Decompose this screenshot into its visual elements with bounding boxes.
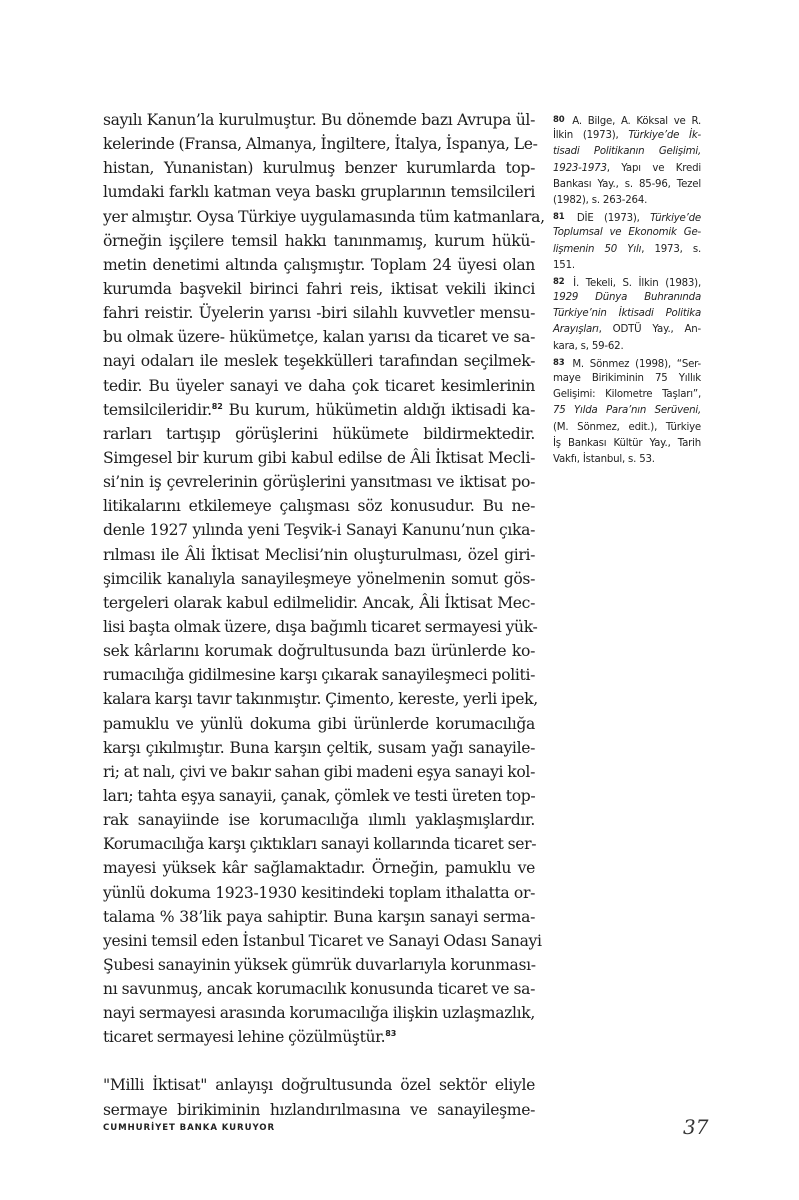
footnote-reference-82[interactable]: 82	[211, 401, 223, 411]
text-line: nayi sermayesi arasında korumacılığa ilişkin uzlaşmazlık,	[103, 1004, 535, 1023]
footnote-title: Arayışları	[553, 324, 599, 336]
footnote-text: İlkin (1973),	[553, 130, 629, 142]
footnote-text: Vakfı, İstanbul, s. 53.	[553, 453, 655, 465]
text-line: Korumacılığa karşı çıktıkları sanayi kollarında ticaret ser-	[103, 835, 537, 854]
footnotes-sidebar	[553, 112, 701, 468]
text-line: kelerinde (Fransa, Almanya, İngiltere, İtalya, İspanya, Le-	[103, 135, 538, 154]
text-line: şimcilik kanalıyla sanayileşmeye yönelmenin somut gös-	[103, 569, 535, 588]
footnote-text: Gelişimi: Kilometre Taşları”,	[553, 389, 701, 401]
text-line: ları; tahta eşya sanayii, çanak, çömlek ve testi üreten top-	[103, 786, 536, 805]
footnote-title: Türkiye’nin İktisadi Politika	[553, 308, 701, 320]
text-line: kalara karşı tavır takınmıştır. Çimento, kereste, yerli ipek,	[103, 690, 538, 709]
text-line: yünlü dokuma 1923-1930 kesitindeki toplam ithalatta or-	[103, 883, 535, 902]
footnote-text: , 1973, s.	[641, 243, 701, 255]
text-line: "Milli İktisat" anlayışı doğrultusunda özel sektör eliyle	[103, 1076, 535, 1095]
text-line: nayi odaları ile meslek teşekkülleri tarafından seçilmek-	[103, 352, 535, 371]
footnote-text: (M. Sönmez, edit.), Türkiye	[553, 421, 701, 433]
page-number: 37	[683, 1115, 709, 1139]
text-line: ri; at nalı, çivi ve bakır sahan gibi madeni eşya sanayi kol-	[103, 762, 535, 781]
text-line: tedir. Bu üyeler sanayi ve daha çok ticaret kesimlerinin	[103, 376, 535, 395]
footnote-number: 80	[553, 115, 565, 125]
footnote-text: İ. Tekeli, S. İlkin (1983),	[573, 277, 701, 289]
footnote-text: İş Bankası Kültür Yay., Tarih	[553, 437, 701, 449]
footnote-text: 151.	[553, 259, 575, 271]
text-line: sermaye birikiminin hızlandırılmasına ve sanayileşme-	[103, 1100, 535, 1119]
footnote-text: maye Birikiminin 75 Yıllık	[553, 373, 701, 384]
footnote-text: Bankası Yay., s. 85-96, Tezel	[553, 178, 701, 190]
text-line: rarları tartışıp görüşlerini hükümete bildirmektedir.	[103, 424, 535, 443]
footnote-number: 82	[553, 276, 565, 287]
body-text	[103, 108, 545, 1122]
text-line: kurumda başvekil birinci fahri reis, iktisat vekili ikinci	[103, 279, 535, 298]
text-line: mayesi yüksek kâr sağlamaktadır. Örneğin, pamuklu ve	[103, 859, 535, 878]
text-line: yesini temsil eden İstanbul Ticaret ve Sanayi Odası Sanayi	[103, 931, 542, 950]
footnote-title: Toplumsal ve Ekonomik Ge-	[553, 227, 701, 239]
text-line: karşı çıkılmıştır. Buna karşın çeltik, susam yağı sanayile-	[103, 738, 535, 757]
footnote-title: Türkiye’de İk-	[628, 130, 701, 142]
footnote-title: Türkiye’de	[650, 213, 701, 225]
text-line: Simgesel bir kurum gibi kabul edilse de Âli İktisat Mecli-	[103, 448, 535, 467]
running-title: CUMHURİYET BANKA KURUYOR	[103, 1123, 275, 1133]
text-line	[103, 1025, 535, 1049]
text-line: fahri reistir. Üyelerin yarısı -biri silahlı kuvvetler mensu-	[103, 304, 535, 323]
footnote-text: M. Sönmez (1998), “Ser-	[572, 358, 701, 370]
text-line: sayılı Kanun’la kurulmuştur. Bu dönemde bazı Avrupa ül-	[103, 111, 535, 129]
footnote-title: lişmenin 50 Yılı	[553, 243, 642, 255]
paragraph-1	[103, 108, 545, 1049]
text-line: lisi başta olmak üzere, dışa bağımlı ticaret sermayesi yük-	[103, 617, 538, 636]
paragraph-2	[103, 1073, 535, 1121]
text-line: Şubesi sanayinin yüksek gümrük duvarlarıyla korunması-	[103, 955, 536, 974]
text-segment: Bu kurum, hükümetin aldığı iktisadi ka-	[222, 400, 535, 419]
footnote-title: 75 Yılda Para’nın Serüveni,	[553, 405, 701, 417]
text-line: sek kârlarını korumak doğrultusunda bazı ürünlerde ko-	[103, 642, 535, 661]
text-line: litikalarını etkilemeye çalışması söz konusudur. Bu ne-	[103, 497, 535, 516]
text-line: si’nin iş çevrelerinin görüşlerini yansıtması ve iktisat po-	[103, 473, 535, 492]
text-line: denle 1927 yılında yeni Teşvik-i Sanayi Kanunu’nun çıka-	[103, 521, 535, 540]
text-line: nı savunmuş, ancak korumacılık konusunda ticaret ve sa-	[103, 980, 535, 999]
footnote-83	[553, 355, 701, 468]
footnote-title: 1929 Dünya Buhranında	[553, 292, 701, 304]
text-line: rumacılığa gidilmesine karşı çıkarak sanayileşmeci politi-	[103, 666, 535, 685]
footnote-text: DİE (1973),	[576, 213, 651, 225]
footnote-82	[553, 274, 701, 355]
text-line: örneğin işçilere temsil hakkı tanınmamış, kurum hükü-	[103, 231, 535, 250]
text-segment: ticaret sermayesi lehine çözülmüştür.	[103, 1028, 386, 1047]
text-line: metin denetimi altında çalışmıştır. Toplam 24 üyesi olan	[103, 255, 535, 274]
text-line: talama % 38’lik paya sahiptir. Buna karşın sanayi serma-	[103, 907, 535, 926]
footnote-title: 1923-1973	[553, 162, 607, 174]
text-segment: temsilcileridir.	[103, 400, 212, 419]
footnote-text: A. Bilge, A. Köksal ve R.	[572, 116, 701, 127]
footnote-text: (1982), s. 263-264.	[553, 194, 648, 206]
footnote-80	[553, 112, 701, 209]
text-line: histan, Yunanistan) kurulmuş benzer kurumlarda top-	[103, 159, 535, 178]
footnote-reference-83[interactable]: 83	[385, 1029, 397, 1039]
footnote-number: 83	[553, 357, 565, 368]
text-line: lumdaki farklı katman veya baskı gruplarının temsilcileri	[103, 183, 535, 202]
text-line	[103, 398, 535, 422]
text-line: rak sanayiinde ise korumacılığa ılımlı yaklaşmışlardır.	[103, 811, 535, 830]
text-line: pamuklu ve yünlü dokuma gibi ürünlerde korumacılığa	[103, 714, 535, 733]
footnote-81	[553, 209, 701, 274]
footnote-text: kara, s, 59-62.	[553, 340, 624, 352]
footnote-title: tisadi Politikanın Gelişimi,	[553, 146, 701, 158]
text-line: yer almıştır. Oysa Türkiye uygulamasında tüm katmanlara,	[103, 207, 545, 226]
footnote-text: , Yapı ve Kredi	[606, 162, 701, 174]
text-line: bu olmak üzere- hükümetçe, kalan yarısı da ticaret ve sa-	[103, 328, 535, 347]
text-line: tergeleri olarak kabul edilmelidir. Ancak, Âli İktisat Mec-	[103, 593, 535, 612]
footnote-text: , ODTÜ Yay., An-	[598, 324, 701, 336]
text-line: rılması ile Âli İktisat Meclisi’nin oluşturulması, özel giri-	[103, 545, 535, 564]
footnote-number: 81	[553, 212, 565, 223]
